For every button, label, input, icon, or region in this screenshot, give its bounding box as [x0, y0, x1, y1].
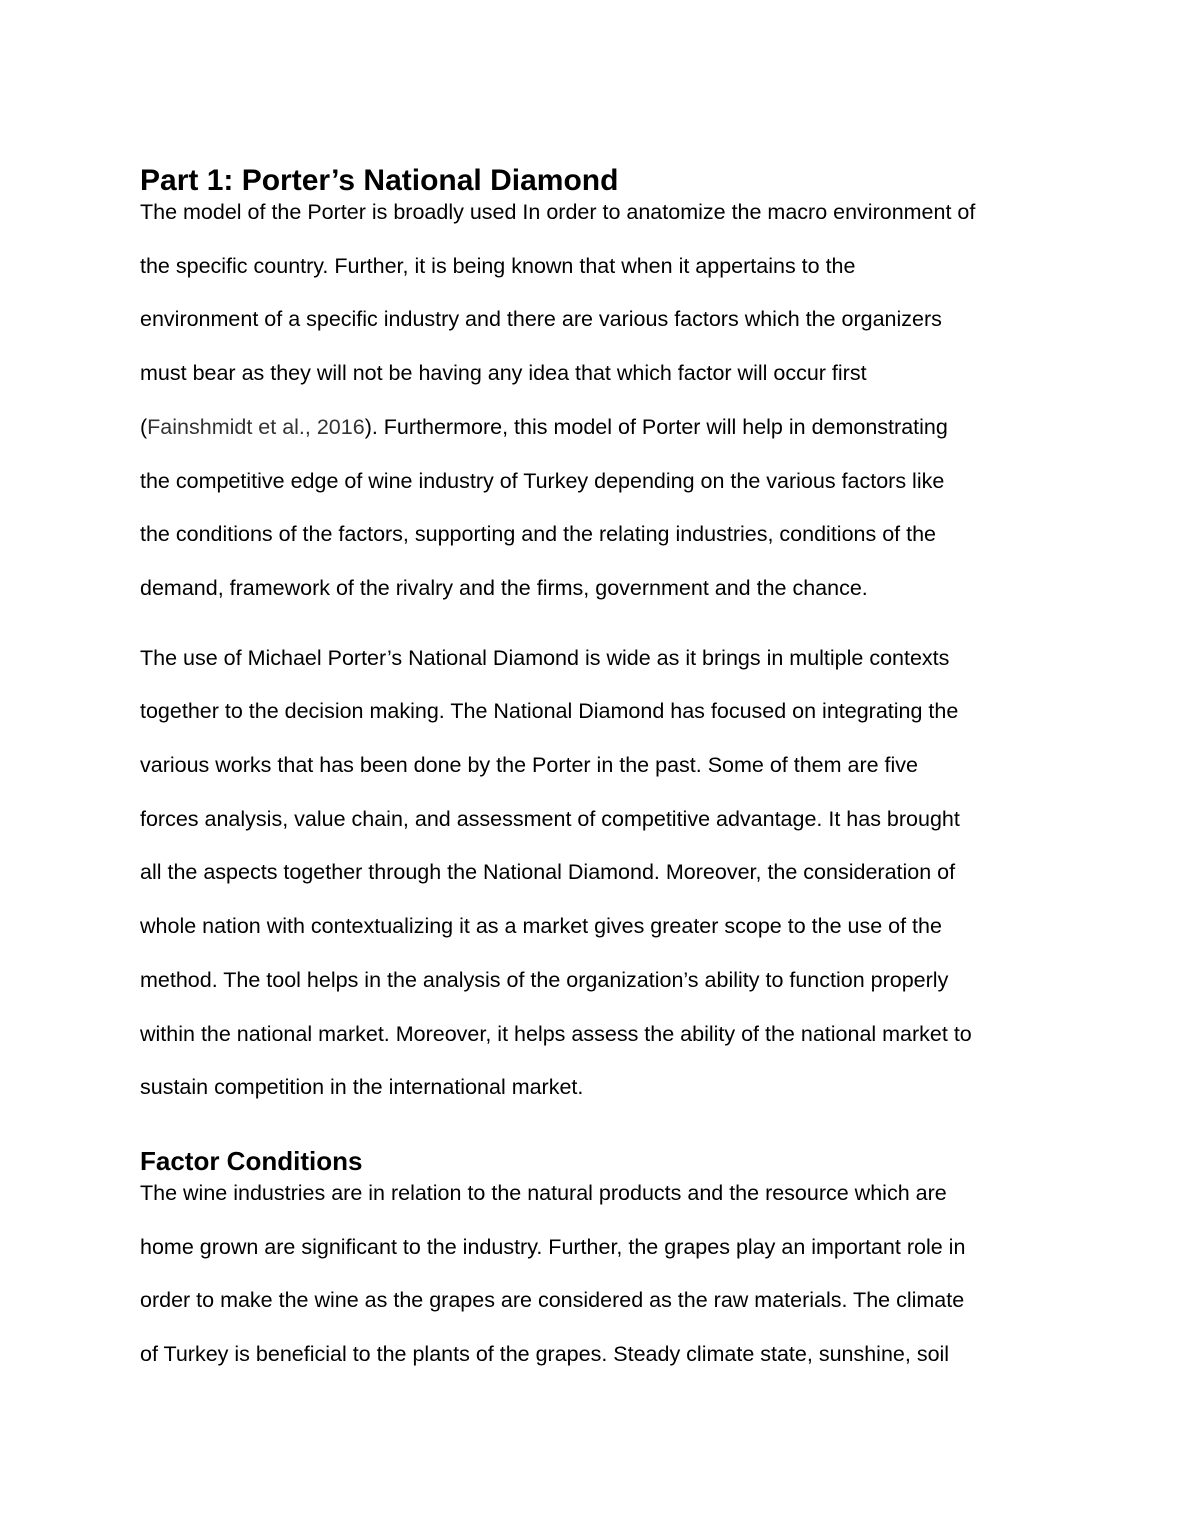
text-line: The model of the Porter is broadly used In order to anatomize the macro environment of [140, 200, 976, 224]
text-line: The use of Michael Porter’s National Diamond is wide as it brings in multiple contexts [140, 645, 950, 670]
citation-open-paren: ( [140, 414, 148, 439]
text-line: the conditions of the factors, supporting and the relating industries, conditions of the [140, 522, 936, 547]
text-line: all the aspects together through the National Diamond. Moreover, the consideration of [140, 860, 956, 885]
text-line: of Turkey is beneficial to the plants of the grapes. Steady climate state, sunshine, soil [140, 1342, 950, 1367]
document-body [140, 160, 1055, 1382]
text-line: order to make the wine as the grapes are considered as the raw materials. The climate [140, 1288, 965, 1313]
text-line-rest: ). Furthermore, this model of Porter will help in demonstrating [364, 414, 948, 439]
text-line: sustain competition in the international market. [140, 1075, 584, 1100]
text-line: must bear as they will not be having any idea that which factor will occur first [140, 361, 867, 386]
text-line: The wine industries are in relation to the natural products and the resource which are [140, 1180, 947, 1205]
text-line: whole nation with contextualizing it as a market gives greater scope to the use of the [140, 914, 942, 939]
section-heading-factor-conditions: Factor Conditions [140, 1145, 363, 1176]
text-line [140, 401, 1055, 455]
text-line: demand, framework of the rivalry and the firms, government and the chance. [140, 575, 868, 600]
text-line: home grown are significant to the industry. Further, the grapes play an important role in [140, 1234, 966, 1259]
paragraph-national-diamond [140, 632, 1055, 1115]
text-line: together to the decision making. The National Diamond has focused on integrating the [140, 699, 959, 724]
text-line: the competitive edge of wine industry of Turkey depending on the various factors like [140, 468, 945, 493]
text-line: within the national market. Moreover, it helps assess the ability of the national market to [140, 1021, 972, 1046]
citation: Fainshmidt et al., 2016 [147, 414, 365, 439]
text-line: the specific country. Further, it is being known that when it appertains to the [140, 253, 856, 278]
paragraph-factor-conditions [140, 1167, 1055, 1382]
page-title: Part 1: Porter’s National Diamond [140, 164, 619, 197]
paragraph-intro [140, 186, 1055, 616]
text-line: environment of a specific industry and there are various factors which the organizers [140, 307, 942, 332]
text-line: method. The tool helps in the analysis of the organization’s ability to function properly [140, 967, 949, 992]
text-line: forces analysis, value chain, and assessment of competitive advantage. It has brought [140, 806, 960, 831]
text-line: various works that has been done by the Porter in the past. Some of them are five [140, 753, 919, 778]
